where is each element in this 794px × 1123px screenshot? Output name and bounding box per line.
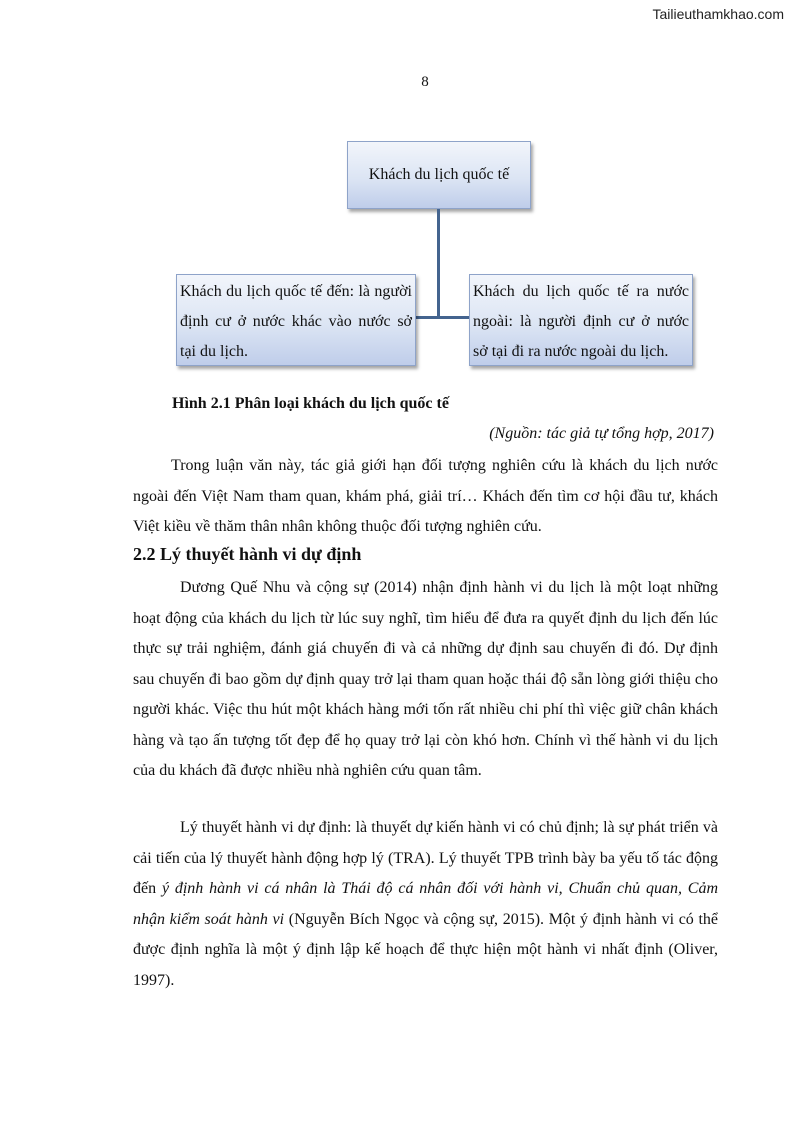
page-number: 8 xyxy=(421,74,429,90)
diagram-child-label-outbound: Khách du lịch quốc tế ra nước ngoài: là người định cư ở nước sở tại đi ra nước ngoài du lịch. xyxy=(473,283,689,360)
diagram-child-label-inbound: Khách du lịch quốc tế đến: là người định cư ở nước khác vào nước sở tại du lịch. xyxy=(180,283,412,360)
figure-caption: Hình 2.1 Phân loại khách du lịch quốc tế xyxy=(172,395,449,412)
figure-source: (Nguồn: tác giả tự tổng hợp, 2017) xyxy=(489,425,714,442)
paragraph-tpb xyxy=(133,813,718,996)
paragraph-scope: Trong luận văn này, tác giả giới hạn đối tượng nghiên cứu là khách du lịch nước ngoài đến Việt Nam tham quan, khám phá, giải trí… Khách đến tìm cơ hội đầu tư, khách Việt kiều về thăm thân nhân không thuộc đối tượng nghiên cứu. xyxy=(133,457,718,535)
paragraph-tpb-part2: (Nguyễn Bích Ngọc và cộng sự, 2015). Một ý định hành vi có thể được định nghĩa là một ý định lập kế hoạch để thực hiện một hành vi nhất định (Oliver, 1997). xyxy=(133,910,719,989)
diagram-connector-vertical xyxy=(437,209,440,317)
diagram-connector-horizontal xyxy=(416,316,469,319)
diagram-child-box-inbound xyxy=(176,274,416,366)
section-heading: 2.2 Lý thuyết hành vi dự định xyxy=(133,544,362,564)
diagram-child-box-outbound xyxy=(469,274,693,366)
paragraph-tpb-part1: Lý thuyết hành vi dự định: là thuyết dự kiến hành vi có chủ định; là sự phát triển và cải tiến của lý thuyết hành động hợp lý (TRA). Lý thuyết TPB trình bày ba yếu tố tác động đến xyxy=(133,819,718,897)
diagram-root-label: Khách du lịch quốc tế xyxy=(368,166,510,183)
watermark-text: Tailieuthamkhao.com xyxy=(652,6,784,22)
diagram-root-box xyxy=(347,141,531,209)
paragraph-tpb-italic: ý định hành vi cá nhân là Thái độ cá nhân đối với hành vi, Chuẩn chủ quan, Cảm nhận kiểm soát hành vi xyxy=(133,880,718,928)
paragraph-travel-behavior: Dương Quế Nhu và cộng sự (2014) nhận định hành vi du lịch là một loạt những hoạt động của khách du lịch từ lúc suy nghĩ, tìm hiểu để đưa ra quyết định du lịch đến lúc thực sự trải nghiệm, đánh giá chuyến đi và cả những dự định sau chuyến đi đó. Dự định sau chuyến đi bao gồm dự định quay trở lại tham quan hoặc thái độ sẵn lòng giới thiệu cho người khác. Việc thu hút một khách hàng mới tốn rất nhiều chi phí thì việc giữ chân khách hàng và tạo ấn tượng tốt đẹp để họ quay trở lại còn khó hơn. Chính vì thế hành vi du lịch của du khách đã được nhiều nhà nghiên cứu quan tâm. xyxy=(133,579,718,779)
